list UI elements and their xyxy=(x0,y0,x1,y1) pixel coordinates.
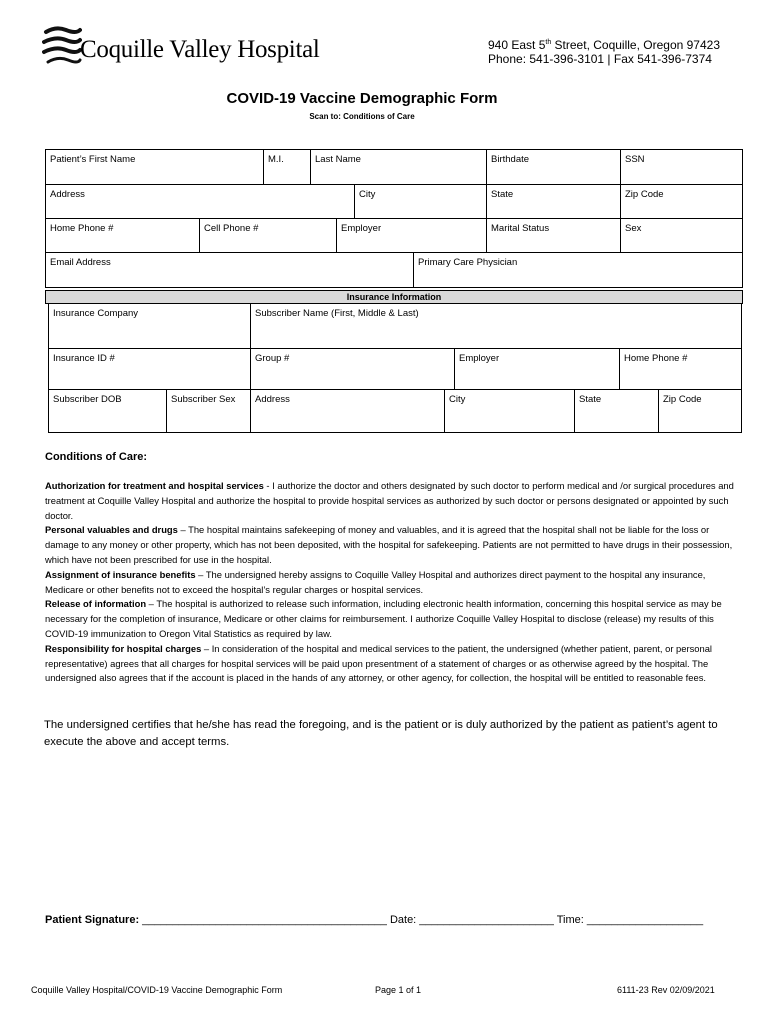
responsibility-paragraph: Responsibility for hospital charges – In consideration of the hospital and medical services to the patient, the undersigned (whether patient, parent, or personal representative) agrees that all charges for hospital services will be paid upon presentment of a statement of charges or as otherwise agreed by the hospital. The undersigned also agrees that if the account is placed in the hands of any attorney, or other agency, for collection, the hospital will be entitled to reasonable fees. xyxy=(45,642,713,684)
subscriber-zip-field[interactable]: Zip Code xyxy=(663,394,702,405)
signature-line[interactable]: Patient Signature: ________________________________________ Date: ______________________ Time: ___________________ xyxy=(45,914,704,926)
ssn-field[interactable]: SSN xyxy=(621,150,742,185)
subscriber-state-field[interactable]: State xyxy=(575,390,659,432)
certification-text: The undersigned certifies that he/she has read the foregoing, and is the patient or is duly authorized by the patient as patient’s agent to execute the above and accept terms. xyxy=(44,719,718,748)
state-field[interactable]: State xyxy=(487,185,621,219)
valuables-paragraph: Personal valuables and drugs – The hospital maintains safekeeping of money and valuables, and it is agreed that the hospital shall not be liable for the loss or damage to any money or other property, which has not been deposited, with the hospital for safekeeping. Patients are not permitted to have drugs in their possession, which have not been prescribed for use in the hospital. xyxy=(45,524,733,565)
first-name-field[interactable]: Patient’s First Name xyxy=(46,150,264,185)
city-field[interactable]: City xyxy=(355,185,487,219)
insurance-grid xyxy=(48,303,742,433)
home-phone-field[interactable]: Home Phone # xyxy=(46,219,200,253)
wave-lines-icon xyxy=(42,26,82,70)
address-field[interactable]: Address xyxy=(46,185,355,219)
form-title: COVID-19 Vaccine Demographic Form xyxy=(226,90,498,107)
hospital-address: 940 East 5th Street, Coquille, Oregon 97423 Phone: 541-396-3101 | Fax 541-396-7374 xyxy=(488,38,720,66)
hospital-name: Coquille Valley Hospital xyxy=(80,36,320,63)
email-field[interactable]: Email Address xyxy=(46,253,414,287)
insurance-header: Insurance Information xyxy=(45,290,743,304)
employer-field[interactable]: Employer xyxy=(337,219,487,253)
insurance-id-field[interactable]: Insurance ID # xyxy=(49,349,251,390)
hospital-phone: Phone: 541-396-3101 | Fax 541-396-7374 xyxy=(488,52,712,66)
footer-revision: 6111-23 Rev 02/09/2021 xyxy=(617,985,715,995)
zip-field[interactable]: Zip Code xyxy=(621,185,742,219)
subscriber-address-field[interactable]: Address xyxy=(251,390,445,432)
subscriber-sex-field[interactable]: Subscriber Sex xyxy=(167,390,251,432)
subscriber-city-field[interactable]: City xyxy=(445,390,575,432)
subscriber-home-phone-field[interactable]: Home Phone # xyxy=(620,349,741,390)
subscriber-name-field[interactable]: Subscriber Name (First, Middle & Last) xyxy=(251,304,741,349)
subscriber-dob-field[interactable]: Subscriber DOB xyxy=(49,390,167,432)
assignment-paragraph: Assignment of insurance benefits – The undersigned hereby assigns to Coquille Valley Hospital and authorizes direct payment to the hospital any insurance, Medicare or other benefits not to exceed the hospital’s regular charges or hospital services. xyxy=(45,568,706,595)
authorization-paragraph: Authorization for treatment and hospital services - I authorize the doctor and others designated by such doctor to perform medical and /or surgical procedures and treatment at Coquille Valley Hospital and authorize the hospital to provide hospital services as authorized by such doctor or persons designated or appointed by such doctor. xyxy=(45,480,734,521)
pcp-field[interactable]: Primary Care Physician xyxy=(418,257,518,268)
mi-field[interactable]: M.I. xyxy=(264,150,311,185)
conditions-body xyxy=(45,479,735,686)
form-subtitle: Scan to: Conditions of Care xyxy=(309,112,415,121)
release-paragraph: Release of information – The hospital is authorized to release such information, including electronic health information, concerning this hospital service as may be necessary for the completion of insurance, Medicare or other claims for reimbursement. I authorize Coquille Valley Hospital to disclose (release) my results of this COVID-19 immunization to Oregon Vital Statistics as required by law. xyxy=(45,598,722,639)
cell-phone-field[interactable]: Cell Phone # xyxy=(200,219,337,253)
subscriber-employer-field[interactable]: Employer xyxy=(455,349,620,390)
footer-left: Coquille Valley Hospital/COVID-19 Vaccine Demographic Form xyxy=(31,985,283,995)
sex-field[interactable]: Sex xyxy=(621,219,742,253)
group-field[interactable]: Group # xyxy=(251,349,455,390)
birthdate-field[interactable]: Birthdate xyxy=(487,150,621,185)
insurance-company-field[interactable]: Insurance Company xyxy=(49,304,251,349)
last-name-field[interactable]: Last Name xyxy=(311,150,487,185)
conditions-title: Conditions of Care: xyxy=(45,451,148,463)
patient-info-grid xyxy=(45,149,743,288)
footer-page: Page 1 of 1 xyxy=(375,985,422,995)
marital-status-field[interactable]: Marital Status xyxy=(487,219,621,253)
